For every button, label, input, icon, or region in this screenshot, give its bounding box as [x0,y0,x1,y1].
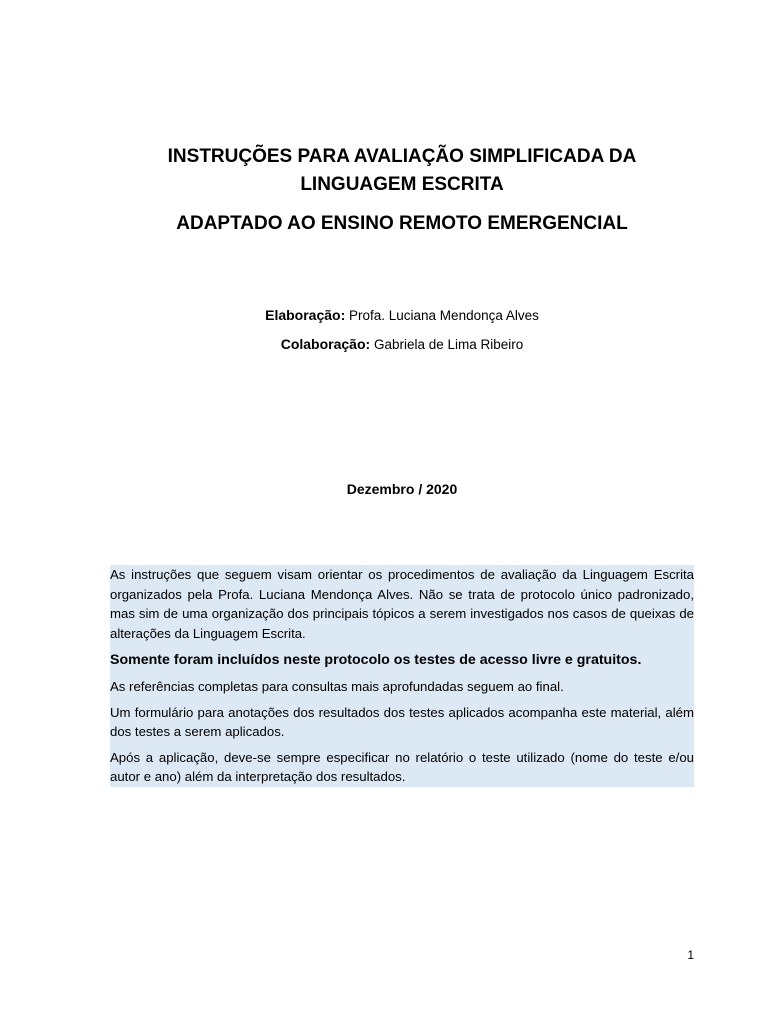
page-number: 1 [687,948,694,962]
intro-paragraph-5: Após a aplicação, deve-se sempre especificar no relatório o teste utilizado (nome do teste e/ou autor e ano) além da interpretação dos resultados. [110,749,694,784]
title-line-1: INSTRUÇÕES PARA AVALIAÇÃO SIMPLIFICADA DA [167,146,637,167]
document-title [110,143,694,199]
colaboracao-label: Colaboração: [280,336,371,352]
colaboracao-value: Gabriela de Lima Ribeiro [370,337,524,352]
intro-paragraph-1: As instruções que seguem visam orientar os procedimentos de avaliação da Linguagem Escrita organizados pela Profa. Luciana Mendonça Alves. Não se trata de protocolo único padronizado, mas sim de uma organização dos principais tópicos a serem investigados nos casos de queixas de alterações da Linguagem Escrita. [110,567,694,641]
intro-paragraph-2: Somente foram incluídos neste protocolo os testes de acesso livre e gratuitos. [110,652,642,668]
intro-paragraph-4: Um formulário para anotações dos resultados dos testes aplicados acompanha este material, além dos testes a serem aplicados. [110,704,694,739]
elaboracao-line [110,305,694,326]
title-line-2: LINGUAGEM ESCRITA [300,174,504,195]
document-date: Dezembro / 2020 [346,481,458,497]
colaboracao-line [110,334,694,355]
elaboracao-label: Elaboração: [265,307,346,323]
document-subtitle: ADAPTADO AO ENSINO REMOTO EMERGENCIAL [176,213,628,234]
intro-highlight-box [110,565,694,787]
intro-paragraph-3: As referências completas para consultas mais aprofundadas seguem ao final. [110,679,564,694]
elaboracao-value: Profa. Luciana Mendonça Alves [345,308,539,323]
